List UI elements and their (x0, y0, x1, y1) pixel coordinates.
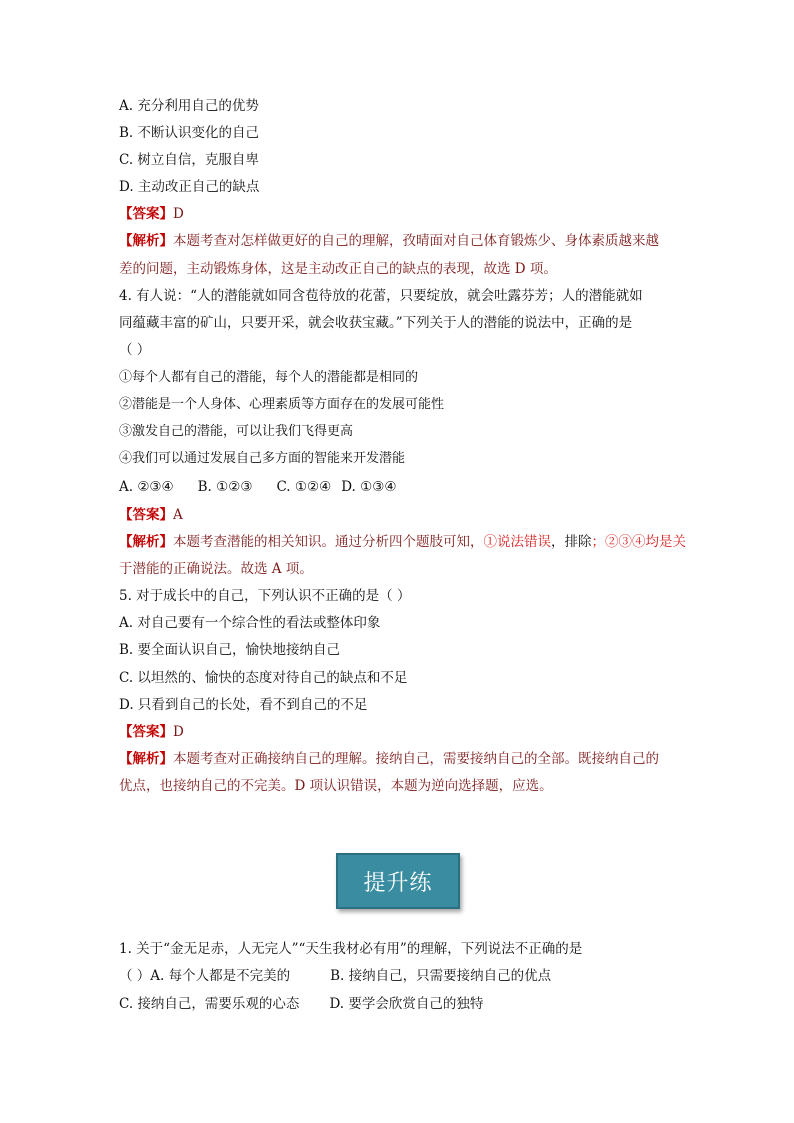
q3-option-d: D. 主动改正自己的缺点 (119, 179, 260, 195)
q5-answer (119, 723, 679, 741)
q5-analysis-line2: 优点，也接纳自己的不完美。D 项认识错误，本题为逆向选择题，应选。 (119, 778, 553, 794)
q4-answer (119, 506, 679, 524)
p1-options-row1 (119, 967, 679, 985)
q5-option-a: A. 对自己要有一个综合性的看法或整体印象 (119, 615, 381, 631)
q5-option-b: B. 要全面认识自己，愉快地接纳自己 (119, 642, 341, 658)
answer-value: A (173, 507, 183, 523)
analysis-tag: 【解析】 (119, 534, 173, 550)
q4-choice-c: C. ①②④ (276, 479, 332, 495)
q4-choice-b: B. ①②③ (197, 479, 253, 495)
q5-analysis-line1 (119, 750, 679, 768)
p1-paren: （ ） (119, 968, 151, 984)
analysis-tag: 【解析】 (119, 751, 173, 767)
analysis-text-3: ；②③④均是关 (591, 534, 686, 550)
q4-item-4: ④我们可以通过发展自己多方面的智能来开发潜能 (119, 451, 406, 466)
q4-analysis-line1 (119, 533, 686, 551)
analysis-text-2: ，排除 (551, 534, 592, 550)
p1-option-a: A. 每个人都是不完美的 (150, 968, 291, 984)
section-banner (336, 853, 460, 909)
q3-option-a: A. 充分利用自己的优势 (119, 98, 259, 114)
answer-value: D (173, 724, 184, 740)
q4-choice-a: A. ②③④ (119, 479, 174, 495)
q3-analysis-line1 (119, 232, 679, 250)
q4-item-2: ②潜能是一个人身体、心理素质等方面存在的发展可能性 (119, 397, 445, 412)
q4-choice-d: D. ①③④ (341, 479, 397, 495)
q4-item-1: ①每个人都有自己的潜能，每个人的潜能都是相同的 (119, 370, 419, 385)
answer-tag: 【答案】 (119, 507, 173, 523)
q3-answer (119, 205, 679, 223)
q4-item-3: ③激发自己的潜能，可以让我们飞得更高 (119, 424, 354, 439)
q4-stem-line2: 同蕴藏丰富的矿山，只要开采，就会收获宝藏。”下列关于人的潜能的说法中，正确的是 (119, 315, 633, 331)
p1-options-row2 (119, 995, 679, 1013)
q3-option-b: B. 不断认识变化的自己 (119, 125, 260, 141)
answer-tag: 【答案】 (119, 724, 173, 740)
answer-tag: 【答案】 (119, 206, 173, 222)
p1-option-d: D. 要学会欣赏自己的独特 (329, 996, 484, 1012)
q5-stem: 5. 对于成长中的自己，下列认识不正确的是（ ） (119, 588, 411, 604)
analysis-text: 本题考查对正确接纳自己的理解。接纳自己，需要接纳自己的全部。既接纳自己的 (173, 751, 659, 767)
answer-value: D (173, 206, 184, 222)
p1-option-b: B. 接纳自己，只需要接纳自己的优点 (330, 968, 552, 984)
analysis-tag: 【解析】 (119, 233, 173, 249)
q5-option-c: C. 以坦然的、愉快的态度对待自己的缺点和不足 (119, 670, 408, 686)
q4-choices (119, 478, 679, 496)
p1-option-c: C. 接纳自己，需要乐观的心态 (119, 996, 300, 1012)
p1-stem: 1. 关于“金无足赤，人无完人”“天生我材必有用”的理解，下列说法不正确的是 (119, 941, 583, 957)
analysis-highlight: ①说法错误 (483, 534, 551, 550)
q4-stem-line1: 4. 有人说：“人的潜能就如同含苞待放的花蕾，只要绽放，就会吐露芬芳；人的潜能就如 (119, 288, 643, 304)
q5-option-d: D. 只看到自己的长处，看不到自己的不足 (119, 697, 368, 713)
section-banner-label: 提升练 (363, 870, 433, 896)
analysis-text: 本题考查对怎样做更好的自己的理解，孜晴面对自己体育锻炼少、身体素质越来越 (173, 233, 659, 249)
q3-analysis-line2: 差的问题，主动锻炼身体，这是主动改正自己的缺点的表现，故选 D 项。 (119, 261, 557, 277)
q4-stem-line3: （ ） (119, 342, 151, 358)
analysis-text-1: 本题考查潜能的相关知识。通过分析四个题肢可知， (173, 534, 484, 550)
q3-option-c: C. 树立自信，克服自卑 (119, 152, 259, 168)
q4-analysis-line2: 于潜能的正确说法。故选 A 项。 (119, 561, 313, 577)
